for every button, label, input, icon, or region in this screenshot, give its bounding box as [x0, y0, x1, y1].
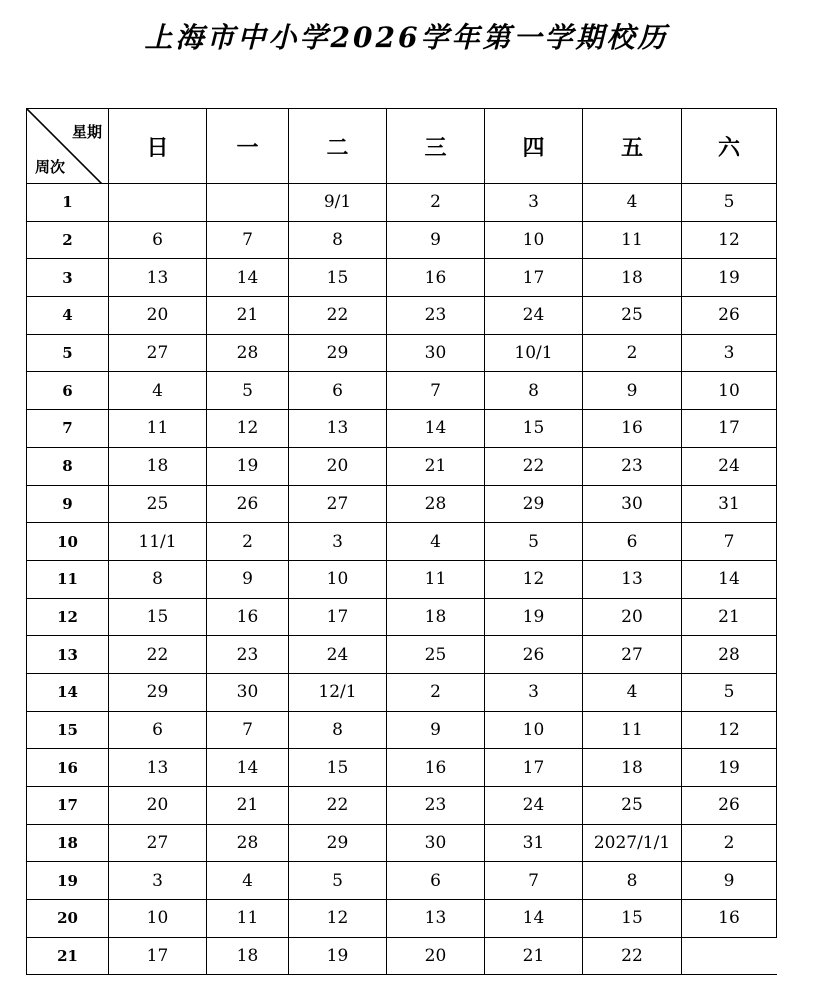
date-cell: 6 [387, 862, 485, 900]
week-row [27, 560, 777, 598]
date-cell: 14 [207, 749, 289, 787]
date-cell: 10/1 [485, 334, 583, 372]
date-cell: 5 [207, 372, 289, 410]
week-row [27, 297, 777, 335]
date-cell: 15 [109, 598, 207, 636]
date-cell: 4 [207, 862, 289, 900]
week-number-cell: 19 [27, 862, 109, 900]
week-row [27, 334, 777, 372]
date-cell: 7 [207, 711, 289, 749]
date-cell: 19 [682, 749, 777, 787]
date-cell: 6 [109, 221, 207, 259]
week-number-cell: 7 [27, 410, 109, 448]
date-cell: 8 [583, 862, 682, 900]
date-cell: 3 [485, 673, 583, 711]
date-cell: 28 [682, 636, 777, 674]
date-cell: 18 [109, 447, 207, 485]
date-cell: 31 [485, 824, 583, 862]
date-cell: 2 [207, 523, 289, 561]
week-number-cell: 17 [27, 787, 109, 825]
date-cell: 30 [583, 485, 682, 523]
date-cell: 8 [485, 372, 583, 410]
week-row [27, 221, 777, 259]
date-cell: 23 [387, 787, 485, 825]
date-cell [109, 184, 207, 222]
week-number-cell: 8 [27, 447, 109, 485]
date-cell: 18 [387, 598, 485, 636]
date-cell: 14 [485, 900, 583, 938]
week-row [27, 485, 777, 523]
week-number-cell: 18 [27, 824, 109, 862]
date-cell: 27 [583, 636, 682, 674]
date-cell: 11 [387, 560, 485, 598]
date-cell: 30 [207, 673, 289, 711]
date-cell: 13 [109, 749, 207, 787]
date-cell: 30 [387, 824, 485, 862]
date-cell: 29 [289, 824, 387, 862]
date-cell: 17 [485, 749, 583, 787]
week-row [27, 372, 777, 410]
date-cell: 22 [289, 297, 387, 335]
date-cell: 4 [583, 673, 682, 711]
date-cell: 20 [583, 598, 682, 636]
date-cell: 27 [109, 824, 207, 862]
date-cell: 19 [207, 447, 289, 485]
date-cell: 17 [109, 937, 207, 975]
corner-header-cell [27, 109, 109, 184]
date-cell: 15 [289, 749, 387, 787]
date-cell: 19 [289, 937, 387, 975]
date-cell: 2027/1/1 [583, 824, 682, 862]
date-cell: 7 [207, 221, 289, 259]
date-cell: 26 [682, 297, 777, 335]
date-cell: 26 [207, 485, 289, 523]
date-cell: 5 [682, 673, 777, 711]
school-calendar-table [26, 108, 777, 975]
date-cell: 22 [109, 636, 207, 674]
week-number-cell: 14 [27, 673, 109, 711]
date-cell: 5 [682, 184, 777, 222]
date-cell: 13 [583, 560, 682, 598]
week-row [27, 636, 777, 674]
date-cell: 29 [289, 334, 387, 372]
date-cell: 28 [387, 485, 485, 523]
date-cell: 9 [583, 372, 682, 410]
calendar-body [27, 184, 777, 975]
date-cell: 15 [289, 259, 387, 297]
week-number-cell: 4 [27, 297, 109, 335]
week-row [27, 937, 777, 975]
week-number-cell: 10 [27, 523, 109, 561]
date-cell: 12 [682, 221, 777, 259]
date-cell: 12 [485, 560, 583, 598]
date-cell: 24 [289, 636, 387, 674]
date-cell: 10 [485, 221, 583, 259]
date-cell: 12 [682, 711, 777, 749]
week-number-cell: 3 [27, 259, 109, 297]
date-cell: 14 [682, 560, 777, 598]
date-cell: 29 [109, 673, 207, 711]
date-cell: 9 [387, 711, 485, 749]
date-cell: 14 [207, 259, 289, 297]
date-cell: 13 [387, 900, 485, 938]
date-cell: 9 [387, 221, 485, 259]
date-cell: 17 [485, 259, 583, 297]
day-header-sat: 六 [682, 109, 777, 184]
date-cell: 2 [682, 824, 777, 862]
date-cell: 21 [207, 787, 289, 825]
date-cell: 27 [109, 334, 207, 372]
week-number-cell: 9 [27, 485, 109, 523]
date-cell: 11 [583, 711, 682, 749]
date-cell: 7 [682, 523, 777, 561]
date-cell: 28 [207, 334, 289, 372]
date-cell: 29 [485, 485, 583, 523]
date-cell: 7 [387, 372, 485, 410]
week-row [27, 410, 777, 448]
date-cell: 25 [387, 636, 485, 674]
date-cell: 2 [387, 673, 485, 711]
date-cell: 4 [583, 184, 682, 222]
date-cell: 15 [583, 900, 682, 938]
date-cell: 9 [207, 560, 289, 598]
page-title: 上海市中小学2026学年第一学期校历 [144, 21, 669, 54]
date-cell: 20 [289, 447, 387, 485]
date-cell: 12/1 [289, 673, 387, 711]
week-number-cell: 13 [27, 636, 109, 674]
date-cell: 5 [485, 523, 583, 561]
date-cell: 10 [109, 900, 207, 938]
date-cell: 10 [485, 711, 583, 749]
date-cell: 22 [485, 447, 583, 485]
date-cell: 18 [583, 259, 682, 297]
date-cell: 6 [109, 711, 207, 749]
date-cell: 17 [289, 598, 387, 636]
date-cell: 26 [682, 787, 777, 825]
date-cell: 12 [207, 410, 289, 448]
header-row [27, 109, 777, 184]
date-cell: 26 [485, 636, 583, 674]
date-cell: 17 [682, 410, 777, 448]
day-header-fri: 五 [583, 109, 682, 184]
date-cell: 28 [207, 824, 289, 862]
date-cell: 22 [583, 937, 682, 975]
week-number-cell: 20 [27, 900, 109, 938]
date-cell: 6 [289, 372, 387, 410]
date-cell [207, 184, 289, 222]
date-cell: 22 [289, 787, 387, 825]
date-cell [682, 937, 777, 975]
date-cell: 21 [682, 598, 777, 636]
week-row [27, 447, 777, 485]
date-cell: 20 [387, 937, 485, 975]
date-cell: 16 [387, 259, 485, 297]
date-cell: 4 [387, 523, 485, 561]
date-cell: 25 [583, 297, 682, 335]
date-cell: 21 [485, 937, 583, 975]
date-cell: 18 [583, 749, 682, 787]
date-cell: 3 [682, 334, 777, 372]
date-cell: 13 [289, 410, 387, 448]
date-cell: 5 [289, 862, 387, 900]
weekday-axis-label: 星期 [71, 123, 102, 141]
date-cell: 12 [289, 900, 387, 938]
date-cell: 8 [289, 221, 387, 259]
date-cell: 4 [109, 372, 207, 410]
date-cell: 9 [682, 862, 777, 900]
date-cell: 16 [207, 598, 289, 636]
date-cell: 16 [387, 749, 485, 787]
day-header-tue: 二 [289, 109, 387, 184]
date-cell: 11/1 [109, 523, 207, 561]
date-cell: 3 [109, 862, 207, 900]
date-cell: 21 [207, 297, 289, 335]
date-cell: 19 [682, 259, 777, 297]
week-row [27, 711, 777, 749]
week-number-axis-label: 周次 [35, 158, 66, 176]
date-cell: 31 [682, 485, 777, 523]
week-number-cell: 15 [27, 711, 109, 749]
date-cell: 20 [109, 297, 207, 335]
week-row [27, 523, 777, 561]
date-cell: 24 [485, 787, 583, 825]
day-header-wed: 三 [387, 109, 485, 184]
date-cell: 3 [485, 184, 583, 222]
week-row [27, 259, 777, 297]
date-cell: 11 [583, 221, 682, 259]
date-cell: 24 [485, 297, 583, 335]
date-cell: 23 [207, 636, 289, 674]
week-number-cell: 5 [27, 334, 109, 372]
day-header-thu: 四 [485, 109, 583, 184]
week-number-cell: 16 [27, 749, 109, 787]
week-row [27, 824, 777, 862]
date-cell: 15 [485, 410, 583, 448]
date-cell: 30 [387, 334, 485, 372]
day-header-mon: 一 [207, 109, 289, 184]
date-cell: 2 [387, 184, 485, 222]
date-cell: 10 [289, 560, 387, 598]
week-number-cell: 21 [27, 937, 109, 975]
date-cell: 20 [109, 787, 207, 825]
date-cell: 6 [583, 523, 682, 561]
date-cell: 10 [682, 372, 777, 410]
date-cell: 16 [583, 410, 682, 448]
date-cell: 8 [289, 711, 387, 749]
week-row [27, 598, 777, 636]
week-number-cell: 2 [27, 221, 109, 259]
week-row [27, 184, 777, 222]
date-cell: 13 [109, 259, 207, 297]
date-cell: 8 [109, 560, 207, 598]
date-cell: 25 [583, 787, 682, 825]
day-header-sun: 日 [109, 109, 207, 184]
date-cell: 7 [485, 862, 583, 900]
date-cell: 14 [387, 410, 485, 448]
week-row [27, 900, 777, 938]
date-cell: 21 [387, 447, 485, 485]
week-number-cell: 1 [27, 184, 109, 222]
week-row [27, 673, 777, 711]
date-cell: 11 [207, 900, 289, 938]
date-cell: 23 [583, 447, 682, 485]
date-cell: 9/1 [289, 184, 387, 222]
date-cell: 19 [485, 598, 583, 636]
date-cell: 24 [682, 447, 777, 485]
date-cell: 3 [289, 523, 387, 561]
date-cell: 25 [109, 485, 207, 523]
week-row [27, 749, 777, 787]
date-cell: 23 [387, 297, 485, 335]
week-row [27, 862, 777, 900]
date-cell: 18 [207, 937, 289, 975]
date-cell: 27 [289, 485, 387, 523]
date-cell: 11 [109, 410, 207, 448]
week-number-cell: 6 [27, 372, 109, 410]
week-number-cell: 12 [27, 598, 109, 636]
date-cell: 16 [682, 900, 777, 938]
date-cell: 2 [583, 334, 682, 372]
week-number-cell: 11 [27, 560, 109, 598]
week-row [27, 787, 777, 825]
